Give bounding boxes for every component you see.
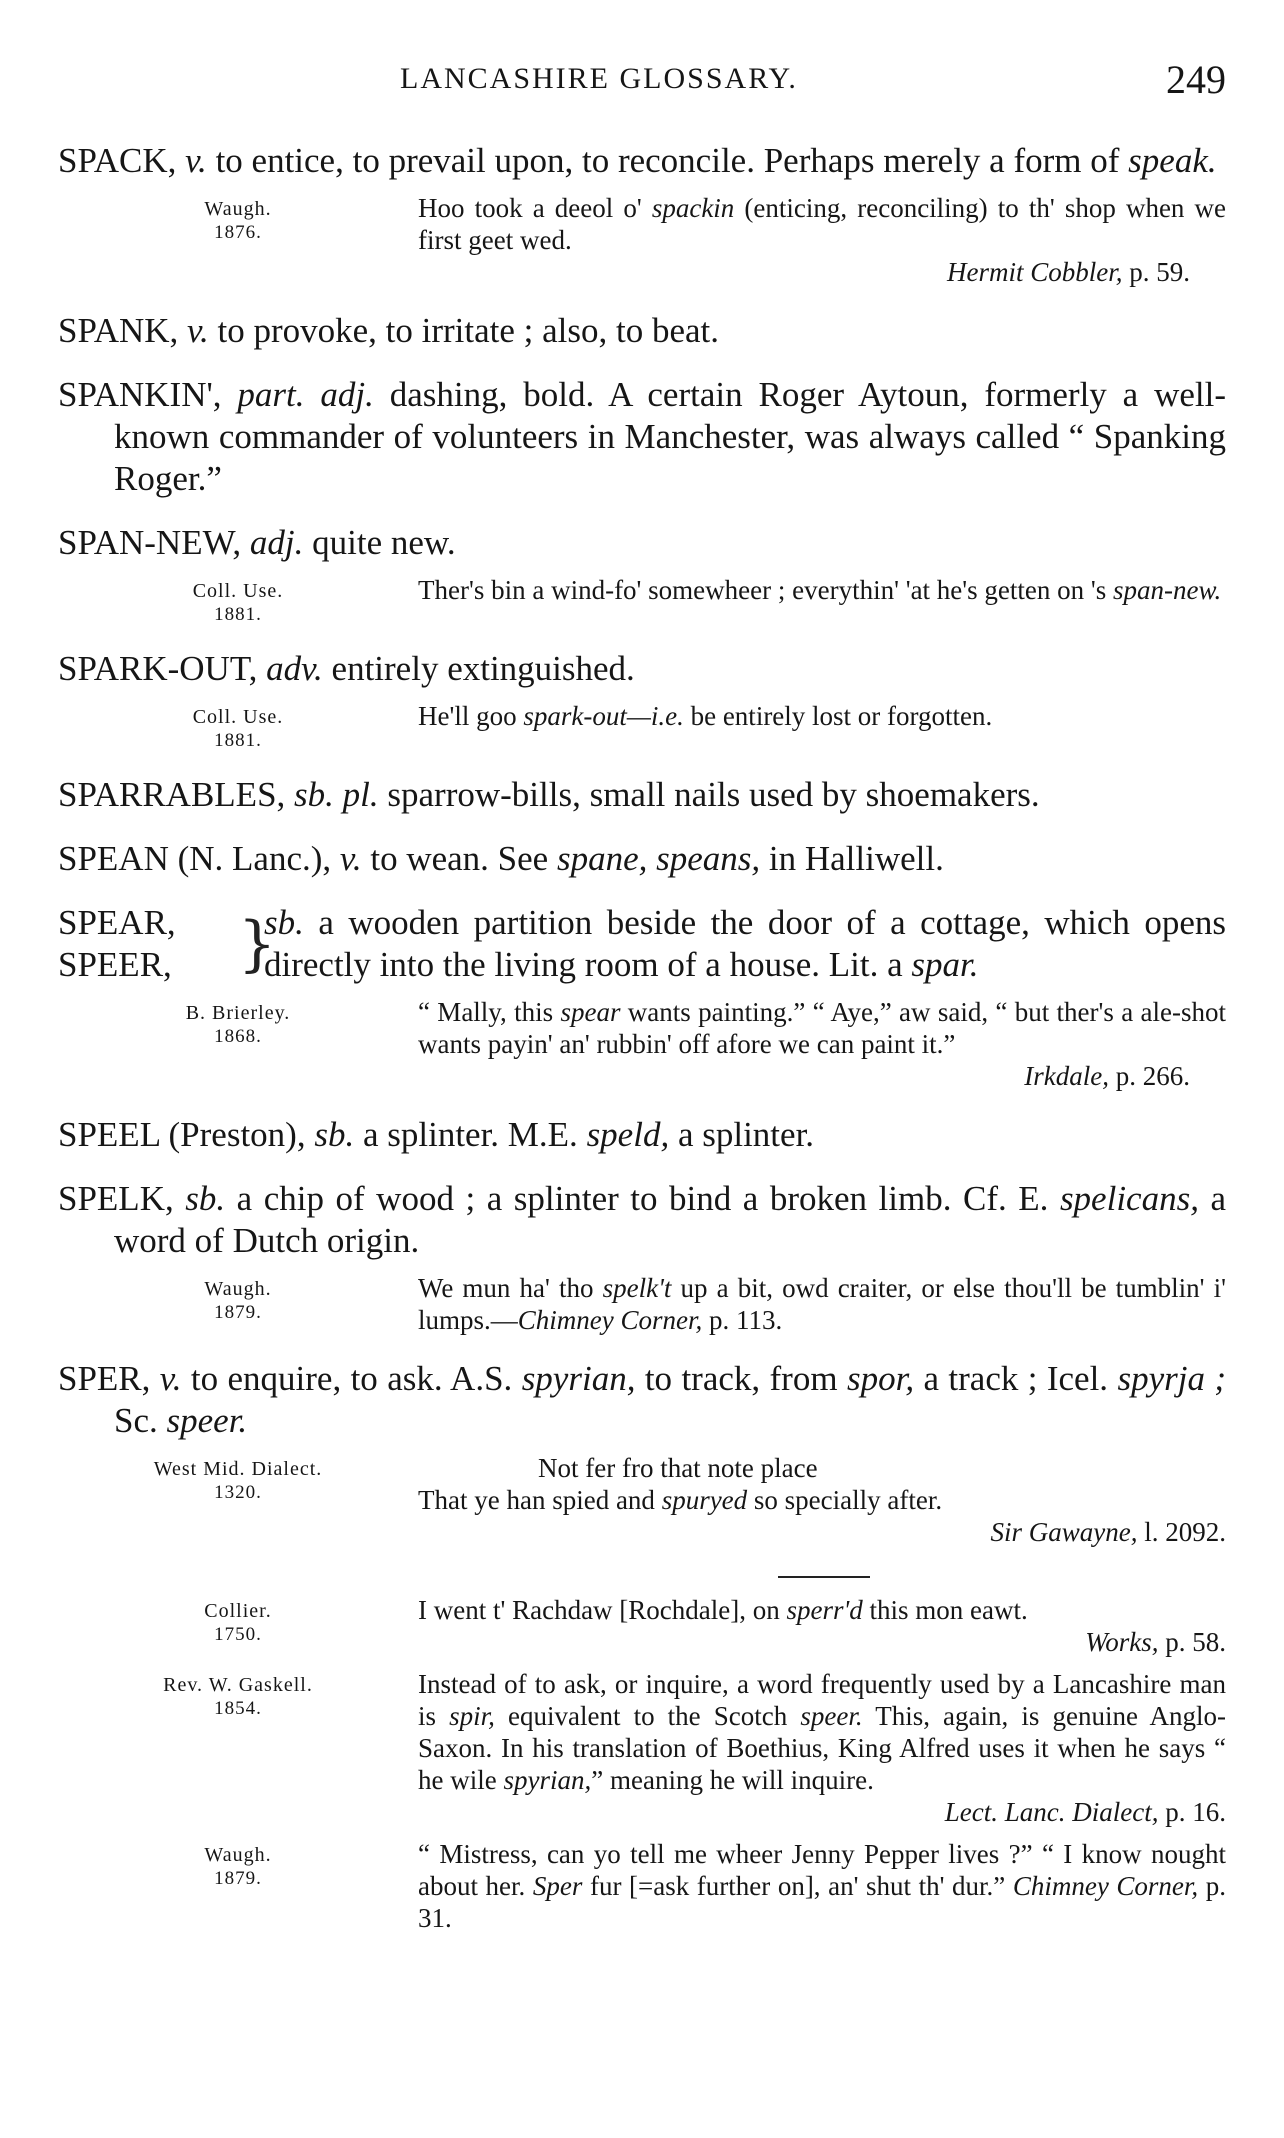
quote-italic: spuryed: [661, 1485, 748, 1515]
quote-reference: [418, 1060, 1226, 1092]
entry-spear: [58, 902, 1226, 986]
source-year: 1750.: [214, 1624, 262, 1645]
quotation-source: [58, 700, 418, 752]
reference-title: Irkdale,: [1024, 1061, 1109, 1091]
quotation-text: [418, 1452, 1226, 1548]
quote-text: This, again, is genuine Anglo-Saxon. In his translation of Boethius, King Alfred uses it when he says “ he wile: [418, 1701, 1227, 1795]
reference-title: Chimney Corner,: [517, 1305, 703, 1335]
section-rule: [778, 1576, 870, 1578]
entry-spank: [58, 310, 1226, 352]
source-author: Rev. W. Gaskell.: [163, 1674, 313, 1696]
part-of-speech: adj.: [249, 523, 304, 562]
reference-page: p. 266.: [1115, 1061, 1190, 1091]
source-year: 1879.: [214, 1868, 262, 1889]
definition: quite new.: [312, 523, 456, 562]
definition-italic: spyrian,: [521, 1359, 636, 1398]
quote-text: That ye han spied and: [418, 1485, 655, 1515]
entry-span-new: [58, 522, 1226, 564]
entry-spack: [58, 140, 1226, 182]
reference-page: p. 31.: [418, 1871, 1227, 1933]
source-author: Waugh.: [204, 1844, 272, 1866]
headword: SPEAN (N. Lanc.),: [58, 839, 332, 878]
brace: }: [238, 909, 277, 979]
part-of-speech: v.: [185, 141, 207, 180]
quotation: [58, 1452, 1226, 1548]
quote-reference: [418, 1516, 1226, 1548]
quote-text: so specially after.: [753, 1485, 943, 1515]
quotation: [58, 996, 1226, 1092]
reference-title: Chimney Corner,: [1012, 1871, 1199, 1901]
entry-speel: [58, 1114, 1226, 1156]
verse-line: Not fer fro that note place: [538, 1453, 818, 1483]
source-author: West Mid. Dialect.: [153, 1458, 323, 1480]
quote-italic: spir,: [449, 1701, 495, 1731]
source-year: 1876.: [214, 222, 262, 243]
headword: SPEEL (Preston),: [58, 1115, 306, 1154]
definition-italic: spar.: [911, 945, 979, 984]
quotation-text: [418, 192, 1226, 288]
quote-italic: spyrian,: [503, 1765, 592, 1795]
entry-sparrables: [58, 774, 1226, 816]
quotation-source: [58, 574, 418, 626]
part-of-speech: sb.: [314, 1115, 355, 1154]
definition-italic: spelicans,: [1059, 1179, 1199, 1218]
definition: a splinter. M.E.: [362, 1115, 578, 1154]
quote-text: be entirely lost or forgotten.: [690, 701, 993, 731]
definition: to entice, to prevail upon, to reconcile. Perhaps merely a form of: [215, 141, 1120, 180]
reference-page: p. 58.: [1165, 1627, 1226, 1657]
source-year: 1879.: [214, 1302, 262, 1323]
quotation-source: [58, 1668, 418, 1828]
headword: SPER,: [58, 1359, 151, 1398]
page-number: 249: [1166, 57, 1226, 102]
quotation-source: [58, 1838, 418, 1934]
definition-italic: spane, speans,: [556, 839, 761, 878]
headword: SPARRABLES,: [58, 775, 286, 814]
headword: SPANK,: [58, 311, 179, 350]
source-year: 1854.: [214, 1698, 262, 1719]
quote-text: I went t' Rachdaw [Rochdale], on: [418, 1595, 780, 1625]
quote-italic: spelk't: [602, 1273, 672, 1303]
glossary-content: [58, 140, 1226, 1956]
source-author: B. Brierley.: [185, 1002, 291, 1024]
headword: SPARK-OUT,: [58, 649, 258, 688]
quote-text: (enticing, reconciling) to th' shop when we first geet wed.: [418, 193, 1227, 255]
entry-sper: [58, 1358, 1226, 1442]
reference-page: p. 113.: [709, 1305, 783, 1335]
reference-title: Lect. Lanc. Dialect,: [944, 1797, 1159, 1827]
definition-italic: speer.: [166, 1401, 248, 1440]
quote-text: Ther's bin a wind-fo' somewheer ; everythin' 'at he's getten on 's: [418, 575, 1107, 605]
source-author: Collier.: [204, 1600, 272, 1622]
entry-spean: [58, 838, 1226, 880]
quotation: [58, 192, 1226, 288]
definition: a splinter.: [677, 1115, 815, 1154]
quotation-text: [418, 996, 1226, 1092]
quotation-source: [58, 996, 418, 1092]
definition: entirely extinguished.: [331, 649, 635, 688]
entry-spark-out: [58, 648, 1226, 690]
verse-line: [418, 1484, 1226, 1516]
definition: to provoke, to irritate ; also, to beat.: [217, 311, 720, 350]
definition-italic: speld,: [586, 1115, 670, 1154]
definition-italic: spor,: [846, 1359, 915, 1398]
source-year: 1868.: [214, 1026, 262, 1047]
reference-page: l. 2092.: [1144, 1517, 1226, 1547]
citation-collier: [58, 1594, 1226, 1658]
reference-page: p. 16.: [1165, 1797, 1226, 1827]
quote-reference: [418, 1626, 1226, 1658]
definition-italic: spyrja ;: [1117, 1359, 1226, 1398]
quote-text: ” meaning he will inquire.: [591, 1765, 874, 1795]
quote-reference: [418, 256, 1226, 288]
definition-text: a wooden partition beside the door of a cottage, which opens directly into the living room of a house. Lit. a: [264, 903, 1227, 984]
quotation-text: [418, 1838, 1226, 1934]
running-title: LANCASHIRE GLOSSARY.: [400, 62, 798, 95]
quote-text: wants painting.” “ Aye,” aw said, “ but ther's a ale-shot wants payin' an' rubbin' off afore we can paint it.”: [418, 997, 1226, 1059]
entry-spankin: [58, 374, 1226, 500]
quote-text: fur [=ask further on], an' shut th' dur.”: [589, 1871, 1006, 1901]
quotation-text: [418, 574, 1226, 626]
quote-text: Instead of to ask, or inquire, a word frequently used by a Lancashire man is: [418, 1669, 1226, 1731]
definition: Sc.: [114, 1401, 158, 1440]
headword: SPACK,: [58, 141, 177, 180]
quote-italic: sperr'd: [786, 1595, 863, 1625]
source-author: Waugh.: [204, 198, 272, 220]
definition: a chip of wood ; a splinter to bind a broken limb. Cf. E.: [236, 1179, 1049, 1218]
headword-pair: [58, 902, 277, 986]
definition: [264, 902, 1226, 986]
quote-italic: spackin: [651, 193, 735, 223]
quotation-text: [418, 1272, 1226, 1336]
quotation-text: [418, 700, 1226, 752]
source-author: Coll. Use.: [192, 706, 284, 728]
quote-text: We mun ha' tho: [418, 1273, 594, 1303]
headword: SPAN-NEW,: [58, 523, 242, 562]
reference-title: Works,: [1085, 1627, 1159, 1657]
definition: in Halliwell.: [768, 839, 944, 878]
quotation-text: [418, 1594, 1226, 1658]
definition: to wean. See: [370, 839, 549, 878]
quotation-source: [58, 1594, 418, 1658]
part-of-speech: part. adj.: [237, 375, 374, 414]
quotation: [58, 574, 1226, 626]
quote-text: Hoo took a deeol o': [418, 193, 642, 223]
source-year: 1881.: [214, 730, 262, 751]
headword: SPEAR,: [58, 903, 176, 942]
part-of-speech: sb.: [264, 903, 304, 942]
quote-text: “ Mally, this: [418, 997, 554, 1027]
quote-italic: spark-out—i.e.: [523, 701, 684, 731]
quote-italic: span-new.: [1113, 575, 1222, 605]
reference-title: Hermit Cobbler,: [947, 257, 1123, 287]
quotation: [58, 700, 1226, 752]
quote-text: equivalent to the Scotch: [508, 1701, 788, 1731]
citation-waugh: [58, 1838, 1226, 1934]
headword: SPELK,: [58, 1179, 174, 1218]
quote-reference: [418, 1796, 1226, 1828]
part-of-speech: sb.: [185, 1179, 226, 1218]
reference-title: Sir Gawayne,: [990, 1517, 1138, 1547]
headword: SPEER,: [58, 945, 172, 984]
source-author: Coll. Use.: [192, 580, 284, 602]
definition: dashing, bold. A certain Roger Aytoun, formerly a well-known commander of volunteers in Manchester, was always called “ Spanking Roger.”: [114, 375, 1227, 498]
source-author: Waugh.: [204, 1278, 272, 1300]
part-of-speech: adv.: [266, 649, 323, 688]
source-year: 1320.: [214, 1482, 262, 1503]
definition: a word of Dutch origin.: [114, 1179, 1227, 1260]
quote-italic: Sper: [532, 1871, 583, 1901]
entry-spelk: [58, 1178, 1226, 1262]
part-of-speech: v.: [339, 839, 362, 878]
quotation-source: [58, 192, 418, 288]
quotation-source: [58, 1452, 418, 1548]
definition: sparrow-bills, small nails used by shoemakers.: [387, 775, 1040, 814]
reference-page: p. 59.: [1129, 257, 1190, 287]
definition: a track ; Icel.: [923, 1359, 1109, 1398]
part-of-speech: v.: [159, 1359, 182, 1398]
quote-text: He'll goo: [418, 701, 517, 731]
quote-italic: speer.: [800, 1701, 863, 1731]
quote-text: up a bit, owd craiter, or else thou'll be tumblin' i' lumps.—: [418, 1273, 1227, 1335]
quotation-source: [58, 1272, 418, 1336]
part-of-speech: sb. pl.: [294, 775, 379, 814]
source-year: 1881.: [214, 604, 262, 625]
quote-text: this mon eawt.: [869, 1595, 1028, 1625]
page-header: [0, 56, 1284, 116]
quote-text: “ Mistress, can yo tell me wheer Jenny Pepper lives ?” “ I know nought about her.: [418, 1839, 1226, 1901]
headword: SPANKIN',: [58, 375, 222, 414]
definition: to track, from: [644, 1359, 838, 1398]
definition-italic: speak.: [1128, 141, 1217, 180]
part-of-speech: v.: [187, 311, 209, 350]
citation-gaskell: [58, 1668, 1226, 1828]
quote-italic: spear: [560, 997, 621, 1027]
quotation-text: [418, 1668, 1226, 1828]
definition: to enquire, to ask. A.S.: [190, 1359, 513, 1398]
quotation: [58, 1272, 1226, 1336]
